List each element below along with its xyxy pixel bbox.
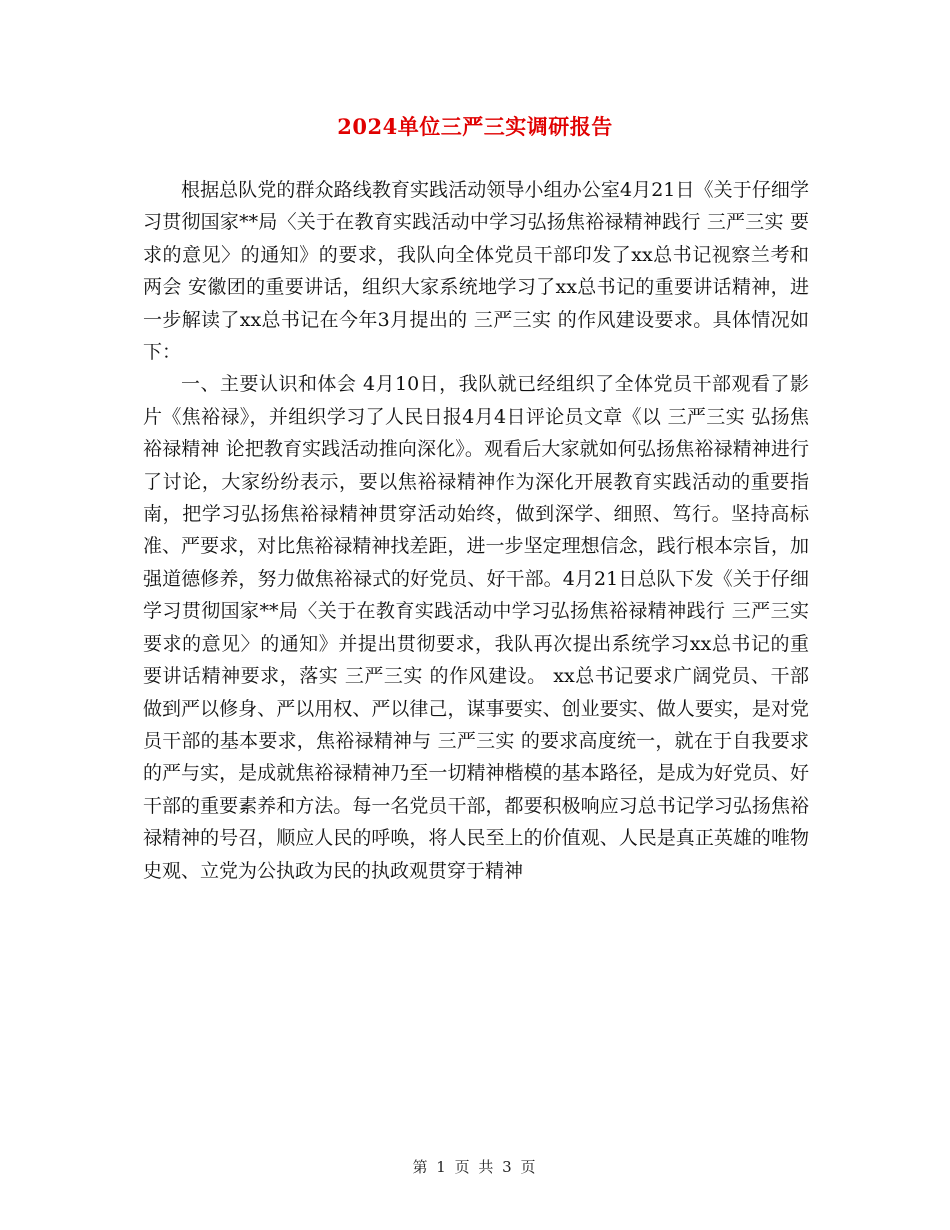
document-body [143,174,809,887]
paragraph-intro: 根据总队党的群众路线教育实践活动领导小组办公室4月21日《关于仔细学习贯彻国家**局〈关于在教育实践活动中学习弘扬焦裕禄精神践行 三严三实 要求的意见〉的通知》的要求，我队向全体党员干部印发了xx总书记视察兰考和 两会 安徽团的重要讲话，组织大家系统地学习了xx总书记的重要讲话精神，进一步解读了xx总书记在今年3月提出的 三严三实 的作风建设要求。具体情况如下： [143,179,809,364]
page-number: 第 1 页 共 3 页 [412,1158,538,1176]
document-title: 2024单位三严三实调研报告 [337,114,613,139]
paragraph-section-one: 一、主要认识和体会 4月10日，我队就已经组织了全体党员干部观看了影片《焦裕禄》，并组织学习了人民日报4月4日评论员文章《以 三严三实 弘扬焦裕禄精神 论把教育实践活动推向深化》。观看后大家就如何弘扬焦裕禄精神进行了讨论，大家纷纷表示，要以焦裕禄精神作为深化开展教育实践活动的重要指南，把学习弘扬焦裕禄精神贯穿活动始终，做到深学、细照、笃行。坚持高标准、严要求，对比焦裕禄精神找差距，进一步坚定理想信念，践行根本宗旨，加强道德修养，努力做焦裕禄式的好党员、好干部。4月21日总队下发《关于仔细学习贯彻国家**局〈关于在教育实践活动中学习弘扬焦裕禄精神践行 三严三实 要求的意见〉的通知》并提出贯彻要求，我队再次提出系统学习xx总书记的重要讲话精神要求，落实 三严三实 的作风建设。 xx总书记要求广阔党员、干部做到严以修身、严以用权、严以律己，谋事要实、创业要实、做人要实，是对党员干部的基本要求，焦裕禄精神与 三严三实 的要求高度统一，就在于自我要求的严与实，是成就焦裕禄精神乃至一切精神楷模的基本路径，是成为好党员、好干部的重要素养和方法。每一名党员干部，都要积极响应习总书记学习弘扬焦裕禄精神的号召，顺应人民的呼唤，将人民至上的价值观、人民是真正英雄的唯物史观、立党为公执政为民的执政观贯穿于精神 [143,373,809,882]
